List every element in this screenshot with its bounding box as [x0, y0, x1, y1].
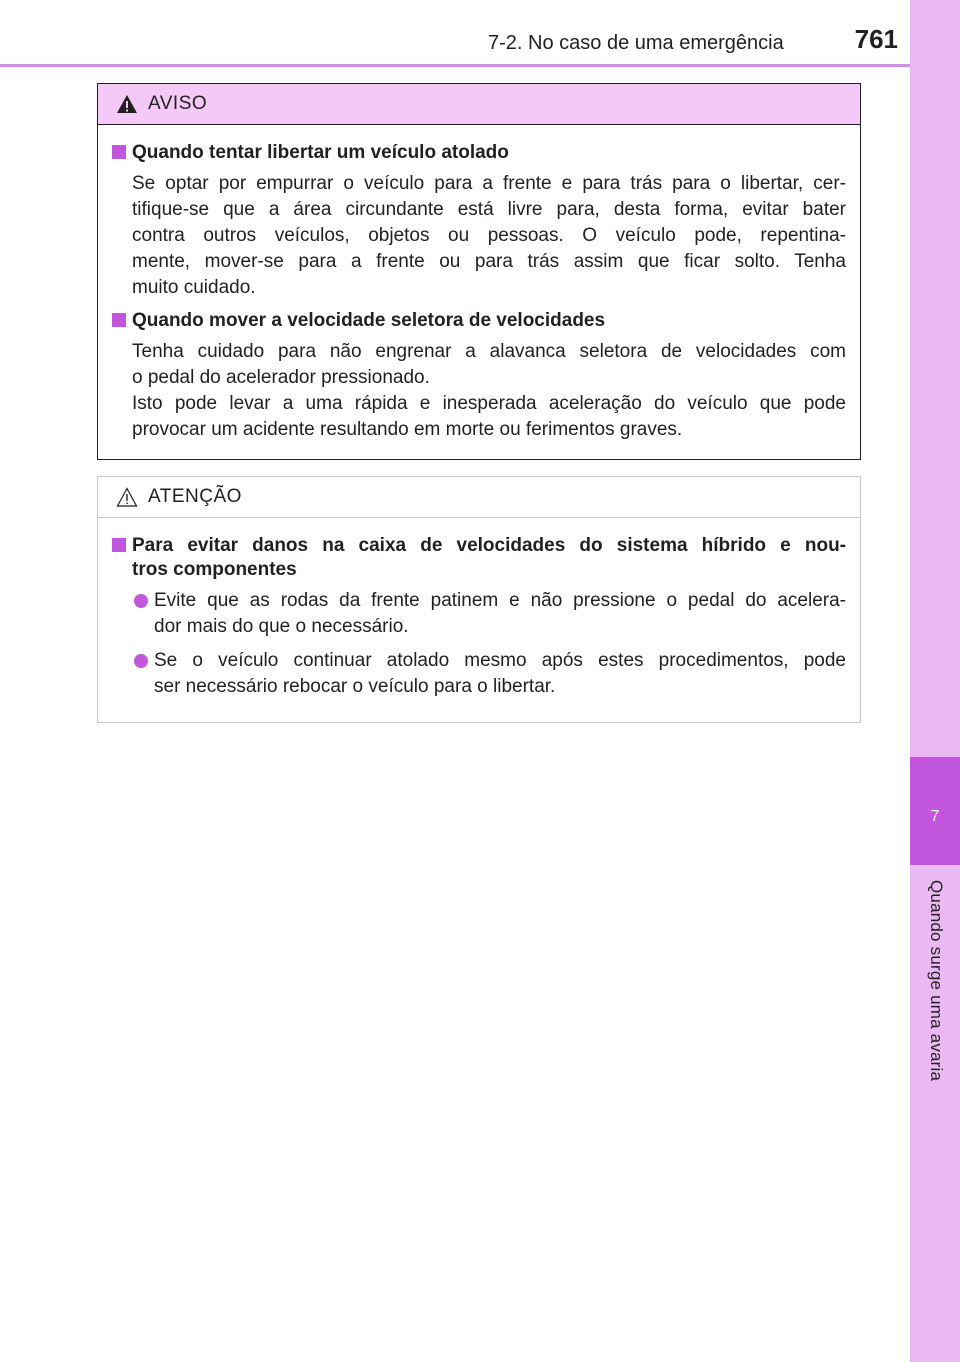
title-line: tros componentes	[132, 559, 297, 580]
text-line: tifique-se que a área circundante está livre para, desta forma, evitar bater	[132, 199, 846, 220]
chapter-title: Quando surge uma avaria	[927, 880, 946, 1082]
caution-bullet-text	[154, 588, 846, 640]
warning-triangle-icon	[116, 94, 138, 114]
caution-bullet-item	[110, 588, 846, 640]
square-bullet-icon	[112, 145, 126, 159]
header-rule	[0, 64, 910, 67]
text-line: provocar um acidente resultando em morte ou ferimentos graves.	[132, 419, 683, 440]
warning-item-text	[110, 171, 846, 301]
caution-title-text	[132, 534, 846, 582]
text-line: Tenha cuidado para não engrenar a alavanca seletora de velocidades com	[132, 341, 846, 362]
title-line: Para evitar danos na caixa de velocidades do sistema híbrido e nou-	[132, 535, 846, 556]
square-bullet-icon	[112, 313, 126, 327]
caution-triangle-icon	[116, 487, 138, 507]
page-number: 761	[854, 24, 898, 54]
text-line: mente, mover-se para a frente ou para trás assim que ficar solto. Tenha	[132, 251, 846, 272]
warning-item-title	[110, 309, 846, 333]
caution-bullet-text	[154, 648, 846, 700]
text-line: Isto pode levar a uma rápida e inesperada aceleração do veículo que pode	[132, 393, 846, 414]
text-line: muito cuidado.	[132, 277, 256, 298]
text-line: ser necessário rebocar o veículo para o libertar.	[154, 676, 556, 697]
square-bullet-icon	[112, 538, 126, 552]
caution-label: ATENÇÃO	[148, 486, 242, 507]
round-bullet-icon	[134, 594, 148, 608]
warning-box	[97, 83, 861, 460]
text-line: dor mais do que o necessário.	[154, 616, 409, 637]
text-line: Se optar por empurrar o veículo para a frente e para trás para o libertar, cer-	[132, 173, 846, 194]
caution-header	[98, 477, 860, 518]
round-bullet-icon	[134, 654, 148, 668]
chapter-number: 7	[930, 808, 940, 825]
caution-item-title	[110, 534, 846, 582]
running-header-section: 7-2. No caso de uma emergência	[488, 32, 784, 54]
warning-item-title-text: Quando tentar libertar um veículo atolado	[132, 142, 509, 163]
warning-item-text	[110, 339, 846, 443]
text-line: o pedal do acelerador pressionado.	[132, 367, 430, 388]
caution-body	[98, 518, 860, 700]
caution-bullet-item	[110, 648, 846, 700]
text-line: Se o veículo continuar atolado mesmo após estes procedimentos, pode	[154, 650, 846, 671]
warning-item-title	[110, 141, 846, 165]
text-line: Evite que as rodas da frente patinem e não pressione o pedal do acelera-	[154, 590, 846, 611]
warning-label: AVISO	[148, 93, 208, 114]
warning-item-title-text: Quando mover a velocidade seletora de velocidades	[132, 310, 606, 331]
warning-header	[98, 84, 860, 125]
chapter-side-tab	[910, 0, 960, 1362]
caution-box	[97, 476, 861, 723]
text-line: contra outros veículos, objetos ou pessoas. O veículo pode, repentina-	[132, 225, 846, 246]
warning-body	[98, 125, 860, 443]
